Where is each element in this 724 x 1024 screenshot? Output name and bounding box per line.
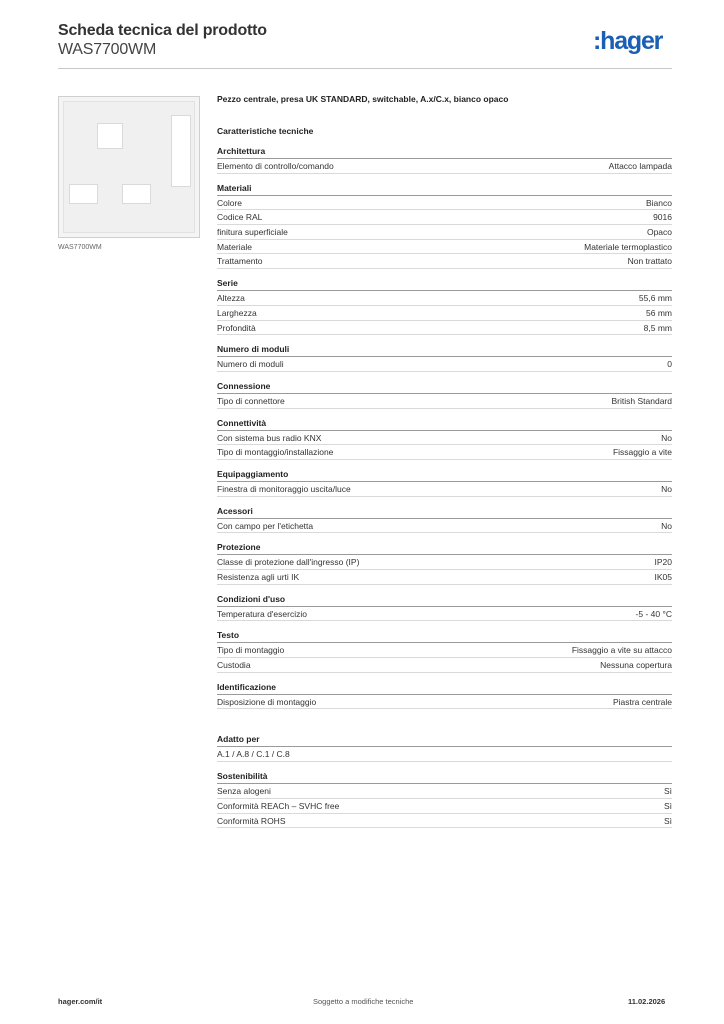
section-title: Adatto per	[217, 733, 672, 747]
spec-value: 55,6 mm	[638, 293, 672, 304]
spec-row	[217, 394, 672, 409]
spec-row	[217, 225, 672, 240]
spec-label: Altezza	[217, 293, 245, 304]
spec-label: Materiale	[217, 241, 252, 252]
footer-website: hager.com/it	[58, 997, 103, 1006]
spec-label: Colore	[217, 197, 243, 208]
section-title: Materiali	[217, 182, 672, 196]
spec-section	[217, 380, 672, 409]
spec-value: Sì	[663, 800, 672, 811]
spec-section	[217, 733, 672, 762]
doc-title: Scheda tecnica del prodotto	[58, 22, 267, 39]
spec-value: 9016	[653, 212, 672, 223]
spec-row	[217, 814, 672, 829]
spec-sections	[217, 145, 672, 709]
spec-row	[217, 643, 672, 658]
spec-sheet	[217, 94, 672, 836]
section-title: Sostenibilità	[217, 770, 672, 784]
header-rule	[58, 68, 672, 69]
spec-section	[217, 343, 672, 372]
spec-value: Opaco	[646, 227, 672, 238]
spec-section	[217, 541, 672, 584]
spec-row	[217, 799, 672, 814]
spec-label: Tipo di connettore	[217, 395, 285, 406]
spec-row	[217, 519, 672, 534]
spec-row	[217, 291, 672, 306]
section-title: Identificazione	[217, 681, 672, 695]
footer-note: Soggetto a modifiche tecniche	[313, 997, 414, 1006]
spec-section	[217, 277, 672, 335]
spec-label: Custodia	[217, 660, 251, 671]
spec-value: No	[661, 483, 672, 494]
product-code: WAS7700WM	[58, 41, 157, 58]
spec-value: 0	[667, 359, 672, 370]
spec-label: Tipo di montaggio	[217, 645, 285, 656]
spec-row	[217, 306, 672, 321]
spec-value: No	[661, 520, 672, 531]
spec-section	[217, 468, 672, 497]
spec-label: Trattamento	[217, 256, 263, 267]
hager-logo: :hager	[593, 27, 663, 55]
spec-label: Tipo di montaggio/installazione	[217, 447, 334, 458]
spec-value: Sì	[663, 815, 672, 826]
spec-value: Bianco	[646, 197, 672, 208]
spec-row	[217, 196, 672, 211]
spec-value: IK05	[654, 572, 672, 582]
spec-label: Elemento di controllo/comando	[217, 161, 334, 171]
spec-label: Classe di protezione dall'ingresso (IP)	[217, 557, 360, 568]
extra-sections	[217, 733, 672, 828]
section-title: Condizioni d'uso	[217, 593, 672, 607]
spec-section	[217, 417, 672, 460]
spec-row	[217, 570, 672, 585]
spec-section	[217, 593, 672, 622]
spec-value: 8,5 mm	[643, 322, 672, 333]
spec-row	[217, 482, 672, 497]
section-title: Protezione	[217, 541, 672, 555]
spec-value: 56 mm	[646, 307, 672, 318]
section-title: Serie	[217, 277, 672, 291]
spec-value: Sì	[663, 786, 672, 797]
spec-row	[217, 658, 672, 673]
spec-label: Finestra di monitoraggio uscita/luce	[217, 483, 351, 494]
section-title: Equipaggiamento	[217, 468, 672, 482]
spec-label: Profondità	[217, 322, 256, 333]
spec-label: Con sistema bus radio KNX	[217, 432, 322, 443]
spec-value: No	[661, 432, 672, 443]
spec-value: Fissaggio a vite	[612, 447, 672, 458]
section-title: Architettura	[217, 145, 672, 159]
section-title: Connessione	[217, 380, 672, 394]
spec-label: Disposizione di montaggio	[217, 696, 317, 707]
spec-label: Numero di moduli	[217, 359, 284, 370]
spec-row	[217, 357, 672, 372]
spec-label: Codice RAL	[217, 212, 263, 223]
spec-row	[217, 607, 672, 622]
spec-value: Piastra centrale	[612, 696, 672, 707]
spec-label: finitura superficiale	[217, 227, 288, 238]
spec-value: Materiale termoplastico	[584, 241, 672, 252]
spec-value: IP20	[654, 557, 672, 568]
spec-row	[217, 254, 672, 269]
spec-section	[217, 182, 672, 269]
spec-row	[217, 695, 672, 710]
spec-value: Attacco lampada	[608, 161, 672, 171]
spacer	[217, 717, 672, 733]
section-title: Acessori	[217, 505, 672, 519]
socket-plate	[63, 101, 195, 233]
section-title: Numero di moduli	[217, 343, 672, 357]
spec-label: Larghezza	[217, 307, 257, 318]
spec-section	[217, 505, 672, 534]
spec-label: Temperatura d'esercizio	[217, 608, 307, 619]
spec-value: British Standard	[611, 395, 672, 406]
spec-row	[217, 555, 672, 570]
product-image	[58, 96, 200, 238]
spec-label: Conformità REACh – SVHC free	[217, 800, 340, 811]
spec-value: -5 - 40 °C	[635, 608, 672, 619]
spec-value: Non trattato	[627, 256, 672, 267]
spec-row	[217, 159, 672, 174]
spec-row	[217, 240, 672, 255]
socket-slot-left	[69, 184, 98, 204]
spec-label: Resistenza agli urti IK	[217, 572, 300, 582]
footer-date: 11.02.2026	[628, 997, 666, 1006]
spec-row	[217, 210, 672, 225]
product-description: Pezzo centrale, presa UK STANDARD, switchable, A.x/C.x, bianco opaco	[217, 94, 509, 104]
spec-row	[217, 445, 672, 460]
spec-section	[217, 145, 672, 174]
spec-label: Conformità ROHS	[217, 815, 286, 826]
characteristics-title: Caratteristiche tecniche	[217, 126, 314, 136]
spec-section	[217, 681, 672, 710]
spec-row	[217, 747, 672, 762]
spec-label: A.1 / A.8 / C.1 / C.8	[217, 749, 290, 760]
spec-row	[217, 784, 672, 799]
spec-label: Senza alogeni	[217, 786, 271, 797]
spec-section	[217, 629, 672, 672]
socket-switch-slot	[171, 115, 191, 187]
spec-value: Fissaggio a vite su attacco	[571, 645, 672, 656]
spec-label: Con campo per l'etichetta	[217, 520, 314, 531]
section-title: Connettività	[217, 417, 672, 431]
spec-row	[217, 431, 672, 446]
spec-row	[217, 321, 672, 336]
section-title: Testo	[217, 629, 672, 643]
spec-value: Nessuna copertura	[600, 660, 672, 671]
spec-section	[217, 770, 672, 828]
image-caption: WAS7700WM	[58, 244, 102, 251]
socket-slot-top	[97, 123, 123, 149]
socket-slot-right	[122, 184, 151, 204]
